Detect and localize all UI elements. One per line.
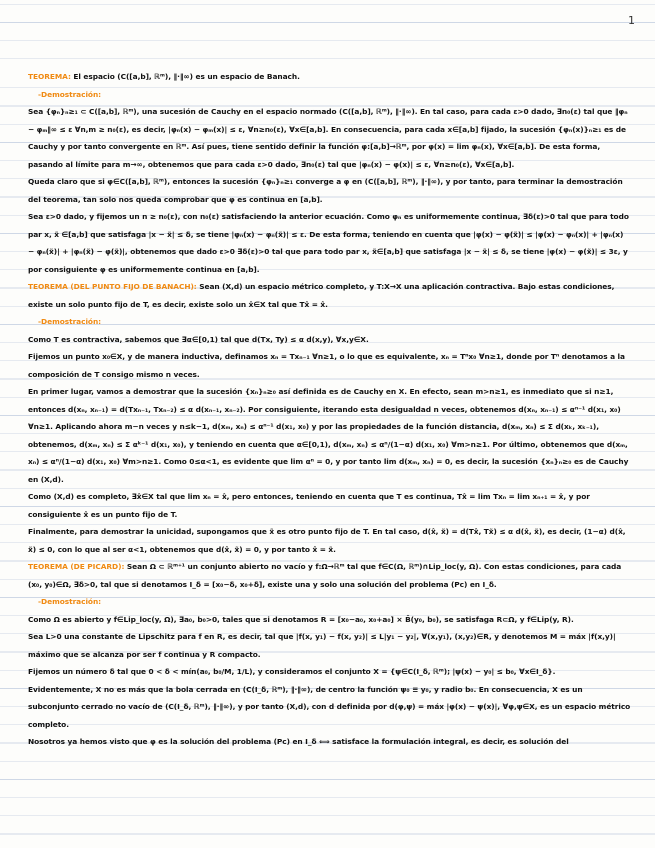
- theorem-text: Sean Ω ⊂ ℝᵐ⁺¹ un conjunto abierto no vacío y f:Ω→ℝᵐ tal que f∈C(Ω, ℝᵐ)∩Lip_loc(y, Ω). Con estas condiciones, para cada (x₀, y₀)∈Ω, ∃δ>0, tal que si denotamos I_δ = [x₀−δ, x₀+δ], existe una y solo una solución del problema (Pc) en I_δ.: [28, 562, 622, 589]
- paragraph: En primer lugar, vamos a demostrar que la sucesión {xₙ}ₙ≥₀ así definida es de Cauchy en X. En efecto, sean m>n≥1, es inmediato que si n≥1, entonces d(xₙ, xₙ₋₁) = d(Txₙ₋₁, Txₙ₋₂) ≤ α d(xₙ₋₁, xₙ₋₂). Por consiguiente, iterando esta desigualdad n veces, obtenemos d(xₙ, xₙ₋₁) ≤ αⁿ⁻¹ d(x₁, x₀) ∀n≥1. Aplicando ahora m−n veces y n≤k−1, d(xₘ, xₙ) ≤ αⁿ⁻¹ d(x₁, x₀) y por las propiedades de la función distancia, d(xₘ, xₙ) ≤ Σ d(xₖ, xₖ₋₁), obtenemos, d(xₘ, xₙ) ≤ Σ αᵏ⁻¹ d(x₁, x₀), y teniendo en cuenta que α∈[0,1), d(xₘ, xₙ) ≤ αⁿ/(1−α) d(x₁, x₀) ∀m>n≥1. Por último, obtenemos que d(xₘ, xₙ) ≤ αⁿ/(1−α) d(x₁, x₀) ∀m>n≥1. Como 0≤α<1, es evidente que lim αⁿ = 0, y por tanto lim d(xₘ, xₙ) = 0, es decir, la sucesión {xₙ}ₙ≥₀ es de Cauchy en (X,d).: [28, 387, 629, 484]
- paragraph: Finalmente, para demostrar la unicidad, supongamos que x̃ es otro punto fijo de T. En tal caso, d(x̂, x̃) = d(Tx̂, Tx̃) ≤ α d(x̂, x̃), es decir, (1−α) d(x̂, x̃) ≤ 0, con lo que al ser α<1, obtenemos que d(x̂, x̃) = 0, y por tanto x̂ = x̃.: [28, 527, 626, 554]
- theorem-label: TEOREMA (DEL PUNTO FIJO DE BANACH):: [28, 282, 197, 291]
- paragraph: Como T es contractiva, sabemos que ∃α∈[0,1) tal que d(Tx, Ty) ≤ α d(x,y), ∀x,y∈X.: [28, 334, 369, 344]
- paragraph: Nosotros ya hemos visto que φ es la solución del problema (Pc) en I_δ ⟺ satisface la formulación integral, es decir, es solución del: [28, 737, 569, 746]
- paragraph: Como (X,d) es completo, ∃x̂∈X tal que lim xₙ = x̂, pero entonces, teniendo en cuenta que T es continua, Tx̂ = lim Txₙ = lim xₙ₊₁ = x̂, y por consiguiente x̂ es un punto fijo de T.: [28, 492, 590, 519]
- paragraph: Evidentemente, X no es más que la bola cerrada en (C(I_δ, ℝᵐ), ‖·‖∞), de centro la función ψ₀ ≡ y₀, y radio b₀. En consecuencia, X es un subconjunto cerrado no vacío de (C(I_δ, ℝᵐ), ‖·‖∞), y por tanto (X,d), con d definida por d(φ,ψ) = máx |φ(x) − ψ(x)|, ∀φ,ψ∈X, es un espacio métrico completo.: [28, 684, 631, 729]
- proof-heading: -Demostración:: [38, 89, 102, 99]
- paragraph: Sea L>0 una constante de Lipschitz para f en R, es decir, tal que |f(x, y₁) − f(x, y₂)| ≤ L|y₁ − y₂|, ∀(x,y₁), (x,y₂)∈R, y denotemos M = máx |f(x,y)| máximo que se alcanza por ser f continua y R compacto.: [28, 632, 616, 659]
- proof-heading: -Demostración:: [38, 597, 102, 606]
- paragraph: Sea ε>0 dado, y fijemos un n ≥ n₀(ε), con n₀(ε) satisfaciendo la anterior ecuación. Como φₙ es uniformemente continua, ∃δ(ε)>0 tal que para todo par x, x̃ ∈[a,b] que satisfaga |x − x̃| ≤ δ, se tiene |φₙ(x) − φₙ(x̃)| ≤ ε. De esta forma, teniendo en cuenta que |φ(x) − φ(x̃)| ≤ |φ(x) − φₙ(x)| + |φₙ(x) − φₙ(x̃)| + |φₙ(x̃) − φ(x̃)|, obtenemos que dado ε>0 ∃δ(ε)>0 tal que para todo par x, x̃∈[a,b] que satisfaga |x − x̃| ≤ δ, se tiene |φ(x) − φ(x̃)| ≤ 3ε, y por consiguiente φ es uniformemente continua en [a,b].: [28, 212, 629, 274]
- notes-content: [28, 68, 631, 751]
- theorem-label: TEOREMA:: [28, 72, 71, 81]
- paragraph: Queda claro que si φ∈C([a,b], ℝᵐ), entonces la sucesión {φₙ}ₙ≥₁ converge a φ en (C([a,b], ℝᵐ), ‖·‖∞), y por tanto, para terminar la demostración del teorema, tan solo nos queda comprobar que φ es continua en [a,b].: [28, 177, 623, 204]
- theorem-label: TEOREMA (DE PICARD):: [28, 562, 125, 571]
- paragraph: Sea {φₙ}ₙ≥₁ ⊂ C([a,b], ℝᵐ), una sucesión de Cauchy en el espacio normado (C([a,b], ℝᵐ), ‖·‖∞). En tal caso, para cada ε>0 dado, ∃n₀(ε) tal que ‖φₙ − φₘ‖∞ ≤ ε ∀n,m ≥ n₀(ε), es decir, |φₙ(x) − φₘ(x)| ≤ ε, ∀n≥n₀(ε), ∀x∈[a,b]. En consecuencia, para cada x∈[a,b] fijado, la sucesión {φₙ(x)}ₙ≥₁ es de Cauchy y por tanto convergente en ℝᵐ. Así pues, tiene sentido definir la función φ:[a,b]→ℝᵐ, por φ(x) = lim φₙ(x), ∀x∈[a,b]. De esta forma, pasando al límite para m→∞, obtenemos que para cada ε>0 dado, ∃n₀(ε) tal que |φₙ(x) − φ(x)| ≤ ε, ∀n≥n₀(ε), ∀x∈[a,b].: [28, 107, 628, 169]
- page-number: 1: [628, 14, 635, 27]
- paragraph: Fijemos un punto x₀∈X, y de manera inductiva, definamos xₙ = Txₙ₋₁ ∀n≥1, o lo que es equivalente, xₙ = Tⁿx₀ ∀n≥1, donde por Tⁿ denotamos a la composición de T consigo mismo n veces.: [28, 352, 625, 379]
- theorem-statement: [28, 278, 631, 313]
- theorem-statement: [28, 68, 631, 86]
- theorem-statement: [28, 558, 631, 593]
- paragraph: Fijemos un número δ tal que 0 < δ < mín(a₀, b₀/M, 1/L), y consideramos el conjunto X = {ψ∈C(I_δ, ℝᵐ); |ψ(x) − y₀| ≤ b₀, ∀x∈I_δ}.: [28, 667, 556, 676]
- theorem-text: El espacio (C([a,b], ℝᵐ), ‖·‖∞) es un espacio de Banach.: [70, 72, 300, 81]
- theorem-text: Sean (X,d) un espacio métrico completo, y T:X→X una aplicación contractiva. Bajo estas condiciones, existe un solo punto fijo de T, es decir, existe solo un x̂∈X tal que Tx̂ = x̂.: [28, 282, 615, 309]
- proof-heading: -Demostración:: [38, 317, 102, 326]
- paragraph: Como Ω es abierto y f∈Lip_loc(y, Ω), ∃a₀, b₀>0, tales que si denotamos R = [x₀−a₀, x₀+a₀] × B̄(y₀, b₀), se satisfaga R⊂Ω, y f∈Lip(y, R).: [28, 614, 574, 624]
